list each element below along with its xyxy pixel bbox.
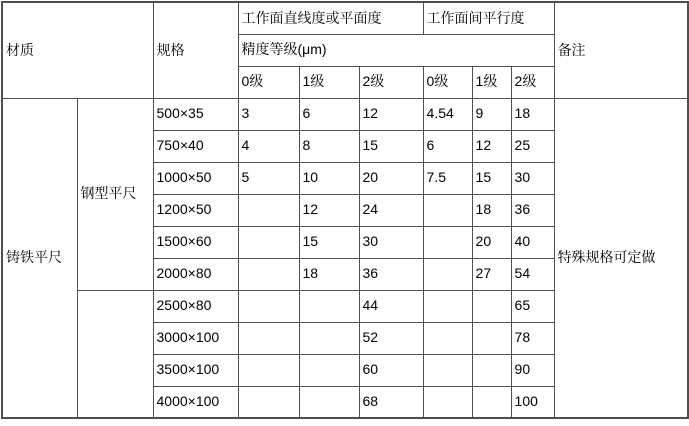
header-spec: 规格: [153, 2, 238, 98]
value-cell: [472, 386, 511, 418]
grade-header: 1级: [472, 66, 511, 98]
spec-cell: 4000×100: [153, 386, 238, 418]
value-cell: [238, 386, 299, 418]
spec-cell: 2000×80: [153, 258, 238, 290]
value-cell: [423, 290, 472, 322]
spec-cell: 500×35: [153, 98, 238, 130]
value-cell: 60: [359, 354, 423, 386]
value-cell: 27: [472, 258, 511, 290]
value-cell: 44: [359, 290, 423, 322]
value-cell: 4.54: [423, 98, 472, 130]
grade-header: 2级: [359, 66, 423, 98]
spec-cell: 1200×50: [153, 194, 238, 226]
value-cell: 30: [511, 162, 554, 194]
value-cell: [423, 258, 472, 290]
value-cell: [472, 354, 511, 386]
spec-cell: 2500×80: [153, 290, 238, 322]
value-cell: 15: [359, 130, 423, 162]
value-cell: [238, 226, 299, 258]
value-cell: 12: [359, 98, 423, 130]
value-cell: 52: [359, 322, 423, 354]
value-cell: [423, 386, 472, 418]
value-cell: [299, 354, 359, 386]
grade-header: 2级: [511, 66, 554, 98]
spec-cell: 750×40: [153, 130, 238, 162]
value-cell: 36: [511, 194, 554, 226]
value-cell: [238, 322, 299, 354]
value-cell: 10: [299, 162, 359, 194]
value-cell: 15: [472, 162, 511, 194]
value-cell: 6: [423, 130, 472, 162]
subgroup-steel-cell: 钢型平尺: [77, 98, 153, 290]
value-cell: 4: [238, 130, 299, 162]
value-cell: 90: [511, 354, 554, 386]
value-cell: [299, 386, 359, 418]
value-cell: 40: [511, 226, 554, 258]
value-cell: 18: [299, 258, 359, 290]
value-cell: 7.5: [423, 162, 472, 194]
value-cell: 12: [299, 194, 359, 226]
value-cell: [238, 290, 299, 322]
value-cell: [472, 322, 511, 354]
value-cell: [423, 226, 472, 258]
subgroup-empty-cell: [77, 290, 153, 418]
value-cell: 54: [511, 258, 554, 290]
value-cell: 18: [511, 98, 554, 130]
grade-header: 0级: [238, 66, 299, 98]
header-straightness: 工作面直线度或平面度: [238, 2, 423, 34]
remark-note-cell: 特殊规格可定做: [554, 98, 688, 418]
grade-header: 1级: [299, 66, 359, 98]
value-cell: [423, 194, 472, 226]
value-cell: 78: [511, 322, 554, 354]
value-cell: 24: [359, 194, 423, 226]
value-cell: [299, 290, 359, 322]
value-cell: 5: [238, 162, 299, 194]
value-cell: [238, 258, 299, 290]
value-cell: [423, 354, 472, 386]
value-cell: [238, 354, 299, 386]
value-cell: [238, 194, 299, 226]
header-remark: 备注: [554, 2, 688, 98]
value-cell: 6: [299, 98, 359, 130]
value-cell: 3: [238, 98, 299, 130]
value-cell: 15: [299, 226, 359, 258]
header-accuracy-unit: 精度等级(μm): [238, 34, 554, 66]
spec-cell: 1500×60: [153, 226, 238, 258]
table-row: [2, 98, 688, 130]
value-cell: 25: [511, 130, 554, 162]
header-parallelism: 工作面间平行度: [423, 2, 554, 34]
spec-cell: 3500×100: [153, 354, 238, 386]
spec-cell: 1000×50: [153, 162, 238, 194]
value-cell: 68: [359, 386, 423, 418]
spec-cell: 3000×100: [153, 322, 238, 354]
value-cell: 30: [359, 226, 423, 258]
header-material: 材质: [2, 2, 153, 98]
value-cell: [423, 322, 472, 354]
value-cell: [299, 322, 359, 354]
value-cell: 100: [511, 386, 554, 418]
value-cell: [472, 290, 511, 322]
value-cell: 9: [472, 98, 511, 130]
value-cell: 12: [472, 130, 511, 162]
material-cast-iron-cell: 铸铁平尺: [2, 98, 77, 418]
value-cell: 65: [511, 290, 554, 322]
value-cell: 8: [299, 130, 359, 162]
header-row-1: [2, 2, 688, 34]
value-cell: 18: [472, 194, 511, 226]
spec-table: [1, 1, 689, 419]
value-cell: 20: [359, 162, 423, 194]
grade-header: 0级: [423, 66, 472, 98]
value-cell: 20: [472, 226, 511, 258]
value-cell: 36: [359, 258, 423, 290]
